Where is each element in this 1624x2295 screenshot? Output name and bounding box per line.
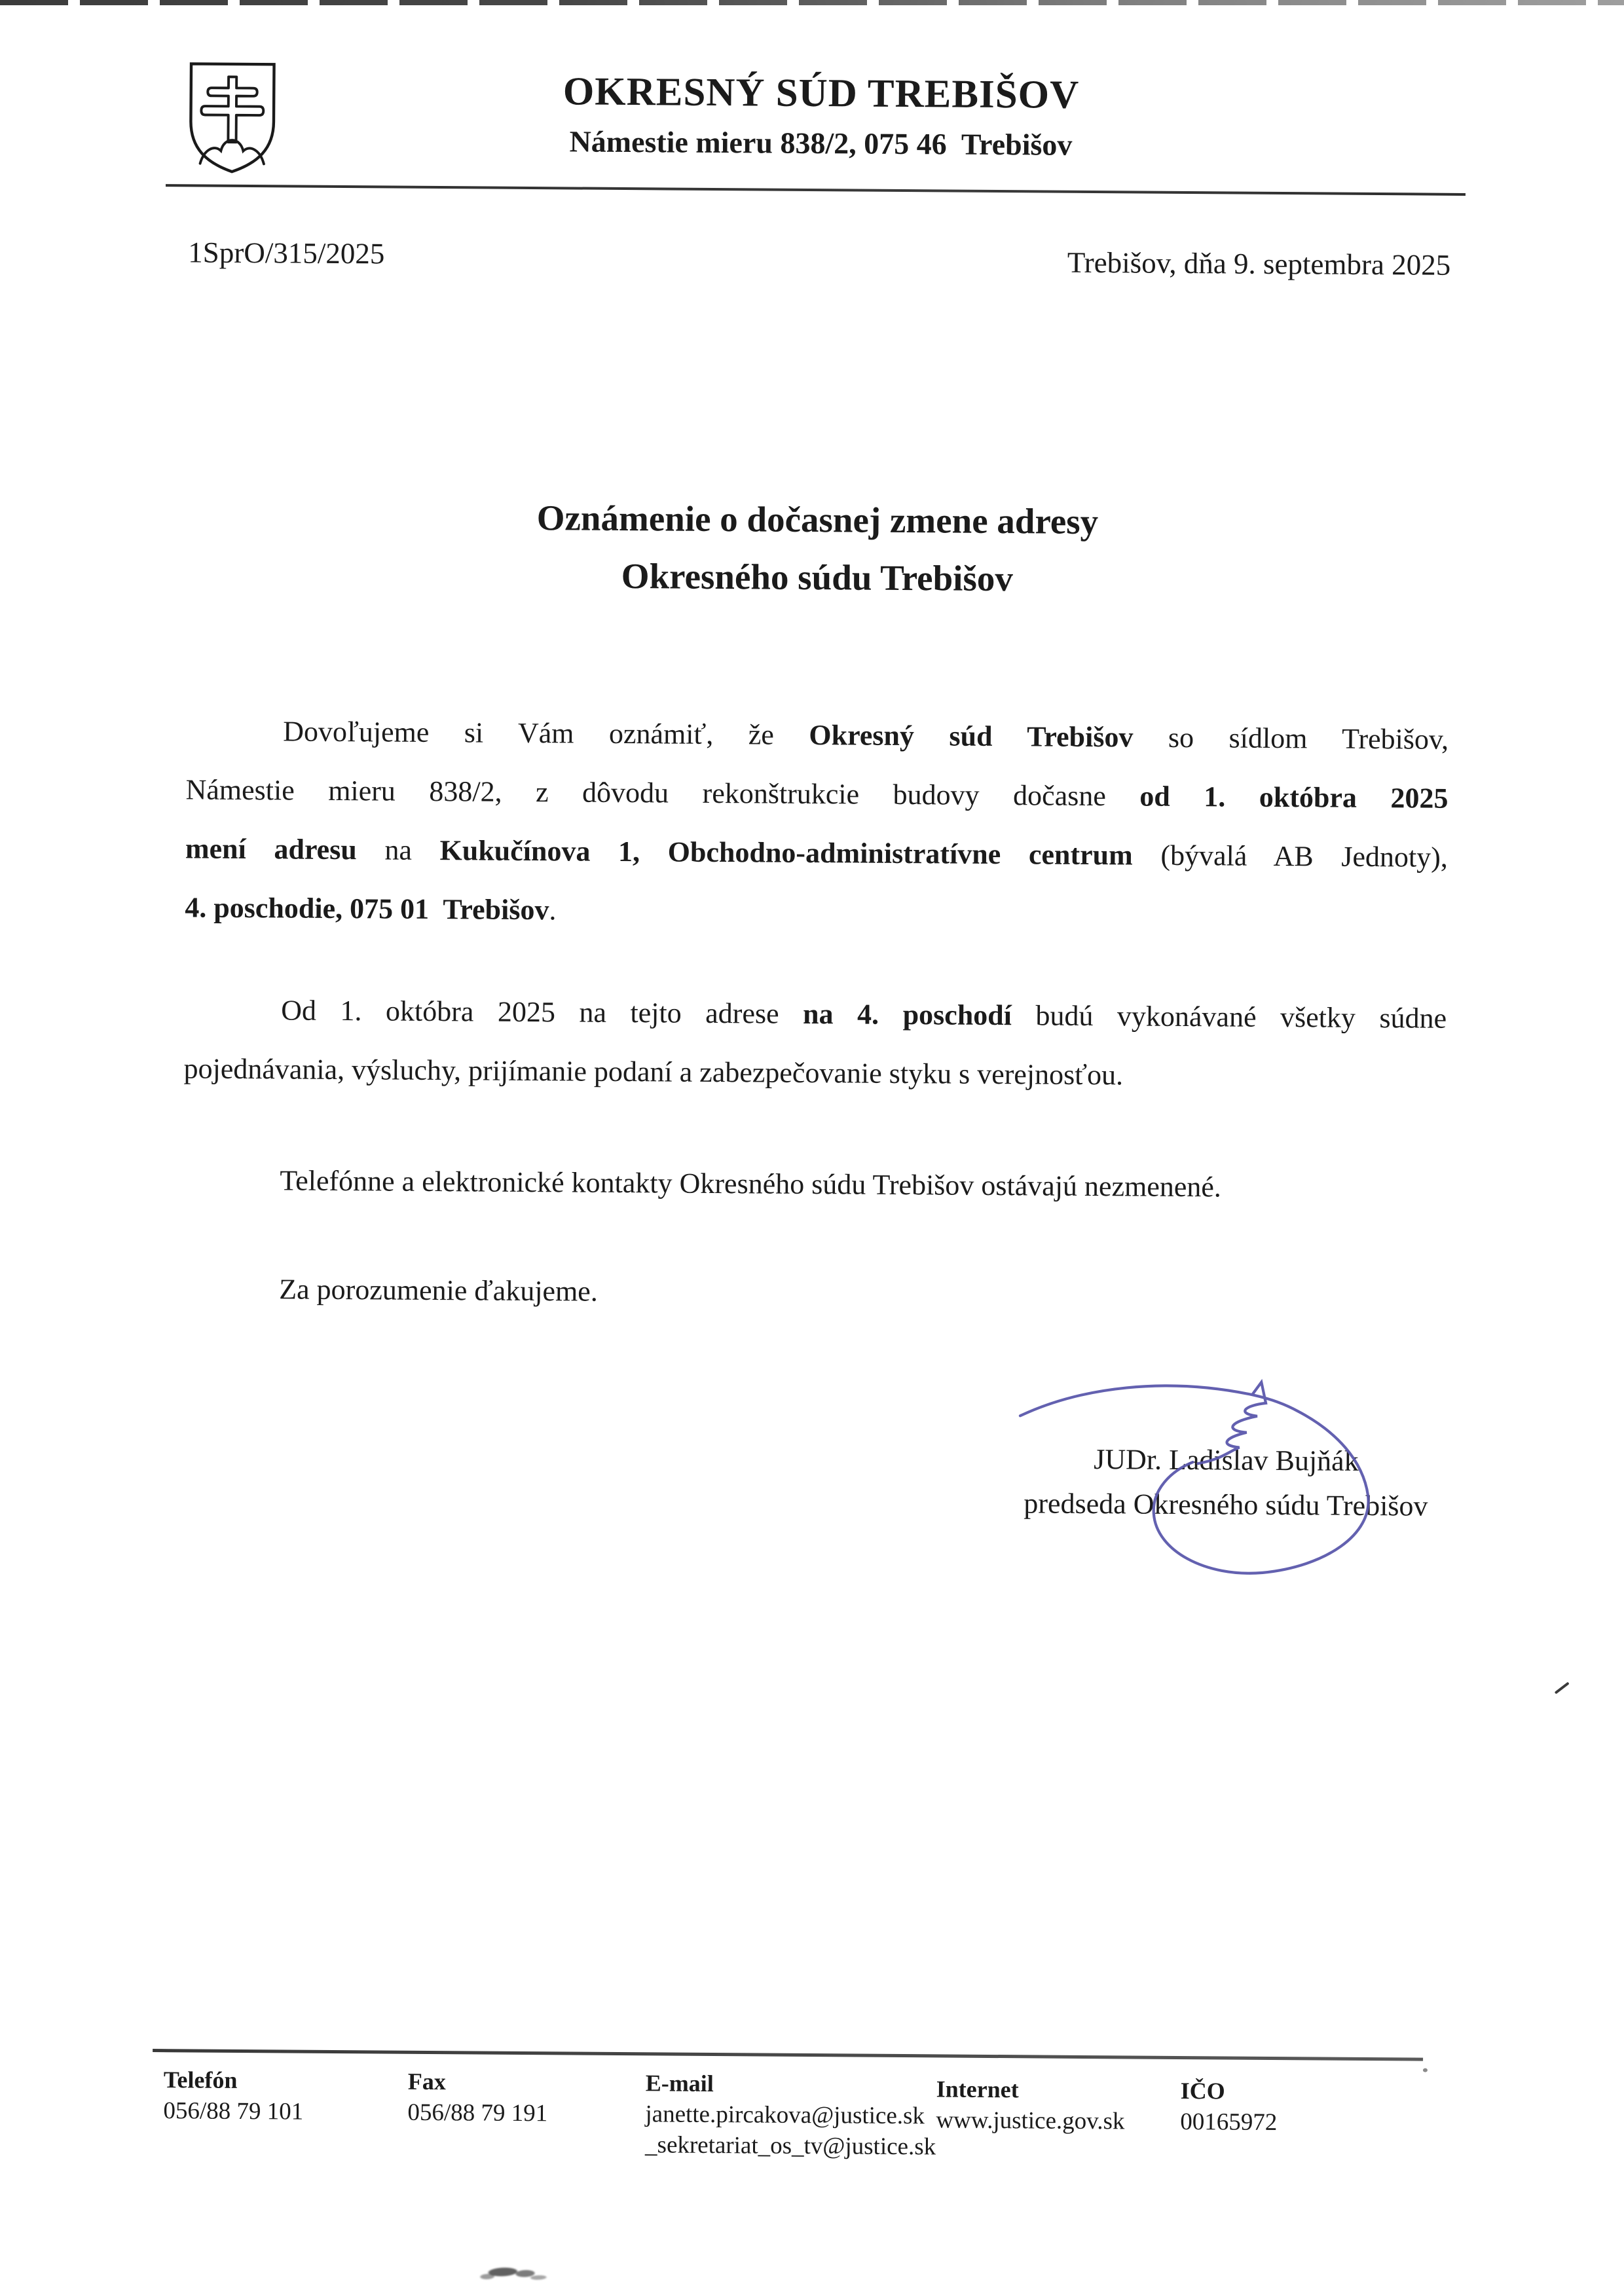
footer-internet	[936, 2074, 1125, 2137]
letterhead	[418, 68, 1224, 164]
text-segment: Okresný súd Trebišov	[809, 718, 1134, 754]
signature-block	[1010, 1437, 1443, 1529]
document-body	[182, 701, 1449, 1327]
reference-number: 1SprO/315/2025	[188, 236, 385, 270]
text-segment: Telefónne a elektronické kontakty Okresného súdu Trebišov ostávajú nezmenené.	[280, 1164, 1222, 1203]
scan-smudge-artifact	[476, 2255, 555, 2286]
reference-row	[188, 235, 1451, 282]
footer-ico-value: 00165972	[1180, 2108, 1278, 2137]
footer-fax-label: Fax	[407, 2068, 446, 2095]
text-segment: Od 1. októbra 2025 na tejto adrese	[281, 994, 803, 1030]
footer-ico	[1180, 2076, 1278, 2138]
footer-fax-value: 056/88 79 191	[407, 2099, 548, 2127]
body-line	[185, 760, 1449, 828]
scan-stray-mark	[1555, 1681, 1570, 1694]
footer-email	[645, 2068, 936, 2162]
text-segment: mení adresu	[185, 832, 357, 866]
text-segment: 4. poschodie, 075 01 Trebišov	[185, 891, 549, 927]
footer-fax	[407, 2066, 547, 2129]
body-paragraph	[183, 980, 1447, 1107]
scan-dot-artifact	[1423, 2068, 1428, 2072]
text-segment: Námestie mieru 838/2, z dôvodu rekonštrukcie budovy dočasne	[185, 773, 1140, 813]
footer-ico-label: IČO	[1180, 2078, 1225, 2104]
document-title-line1: Oznámenie o dočasnej zmene adresy	[536, 498, 1099, 542]
body-line	[183, 1150, 1446, 1218]
text-segment: .	[549, 894, 557, 927]
text-segment: Za porozumenie ďakujeme.	[279, 1273, 598, 1308]
text-segment: na	[356, 834, 440, 867]
text-segment: na 4. poschodí	[802, 997, 1012, 1032]
signatory-name: JUDr. Ladislav Bujňák	[1094, 1443, 1359, 1477]
body-line	[185, 878, 1448, 946]
slovak-coat-of-arms-icon	[184, 58, 280, 175]
footer-email-label: E-mail	[645, 2070, 714, 2097]
text-segment: od 1. októbra 2025	[1139, 780, 1449, 815]
text-segment: budú vykonávané všetky súdne	[1011, 999, 1447, 1035]
footer-telefon-label: Telefón	[163, 2066, 238, 2093]
footer-email-line1: janette.pircakova@justice.sk	[645, 2101, 925, 2130]
document-title-line2: Okresného súdu Trebišov	[621, 555, 1014, 599]
footer-email-line2: _sekretariat_os_tv@justice.sk	[644, 2131, 936, 2161]
text-segment: (bývalá AB Jednoty),	[1132, 839, 1449, 873]
footer-telefon	[163, 2065, 303, 2127]
body-paragraph	[185, 701, 1449, 946]
footer-internet-label: Internet	[936, 2076, 1019, 2103]
document-title	[5, 485, 1624, 612]
text-segment: pojednávania, výsluchy, prijímanie podaní a zabezpečovanie styku s verejnosťou.	[183, 1052, 1124, 1092]
body-line	[182, 1259, 1445, 1327]
body-line	[186, 701, 1449, 769]
footer-rule	[153, 2049, 1423, 2061]
footer-internet-value: www.justice.gov.sk	[936, 2106, 1125, 2135]
body-line	[184, 980, 1447, 1048]
signatory-title: predseda Okresného súdu Trebišov	[1024, 1487, 1428, 1522]
footer-telefon-value: 056/88 79 101	[163, 2097, 304, 2125]
header-rule	[166, 184, 1466, 196]
body-line	[185, 819, 1449, 887]
place-and-date: Trebišov, dňa 9. septembra 2025	[1067, 246, 1451, 282]
court-name: OKRESNÝ SÚD TREBIŠOV	[563, 69, 1080, 117]
body-paragraph	[183, 1150, 1446, 1218]
text-segment: Kukučínova 1, Obchodno-administratívne centrum	[439, 834, 1133, 872]
court-address: Námestie mieru 838/2, 075 46 Trebišov	[569, 124, 1073, 162]
body-line	[183, 1039, 1447, 1107]
text-segment: Dovoľujeme si Vám oznámiť, že	[283, 715, 809, 751]
text-segment: so sídlom Trebišov,	[1133, 721, 1449, 756]
body-paragraph	[182, 1259, 1445, 1327]
